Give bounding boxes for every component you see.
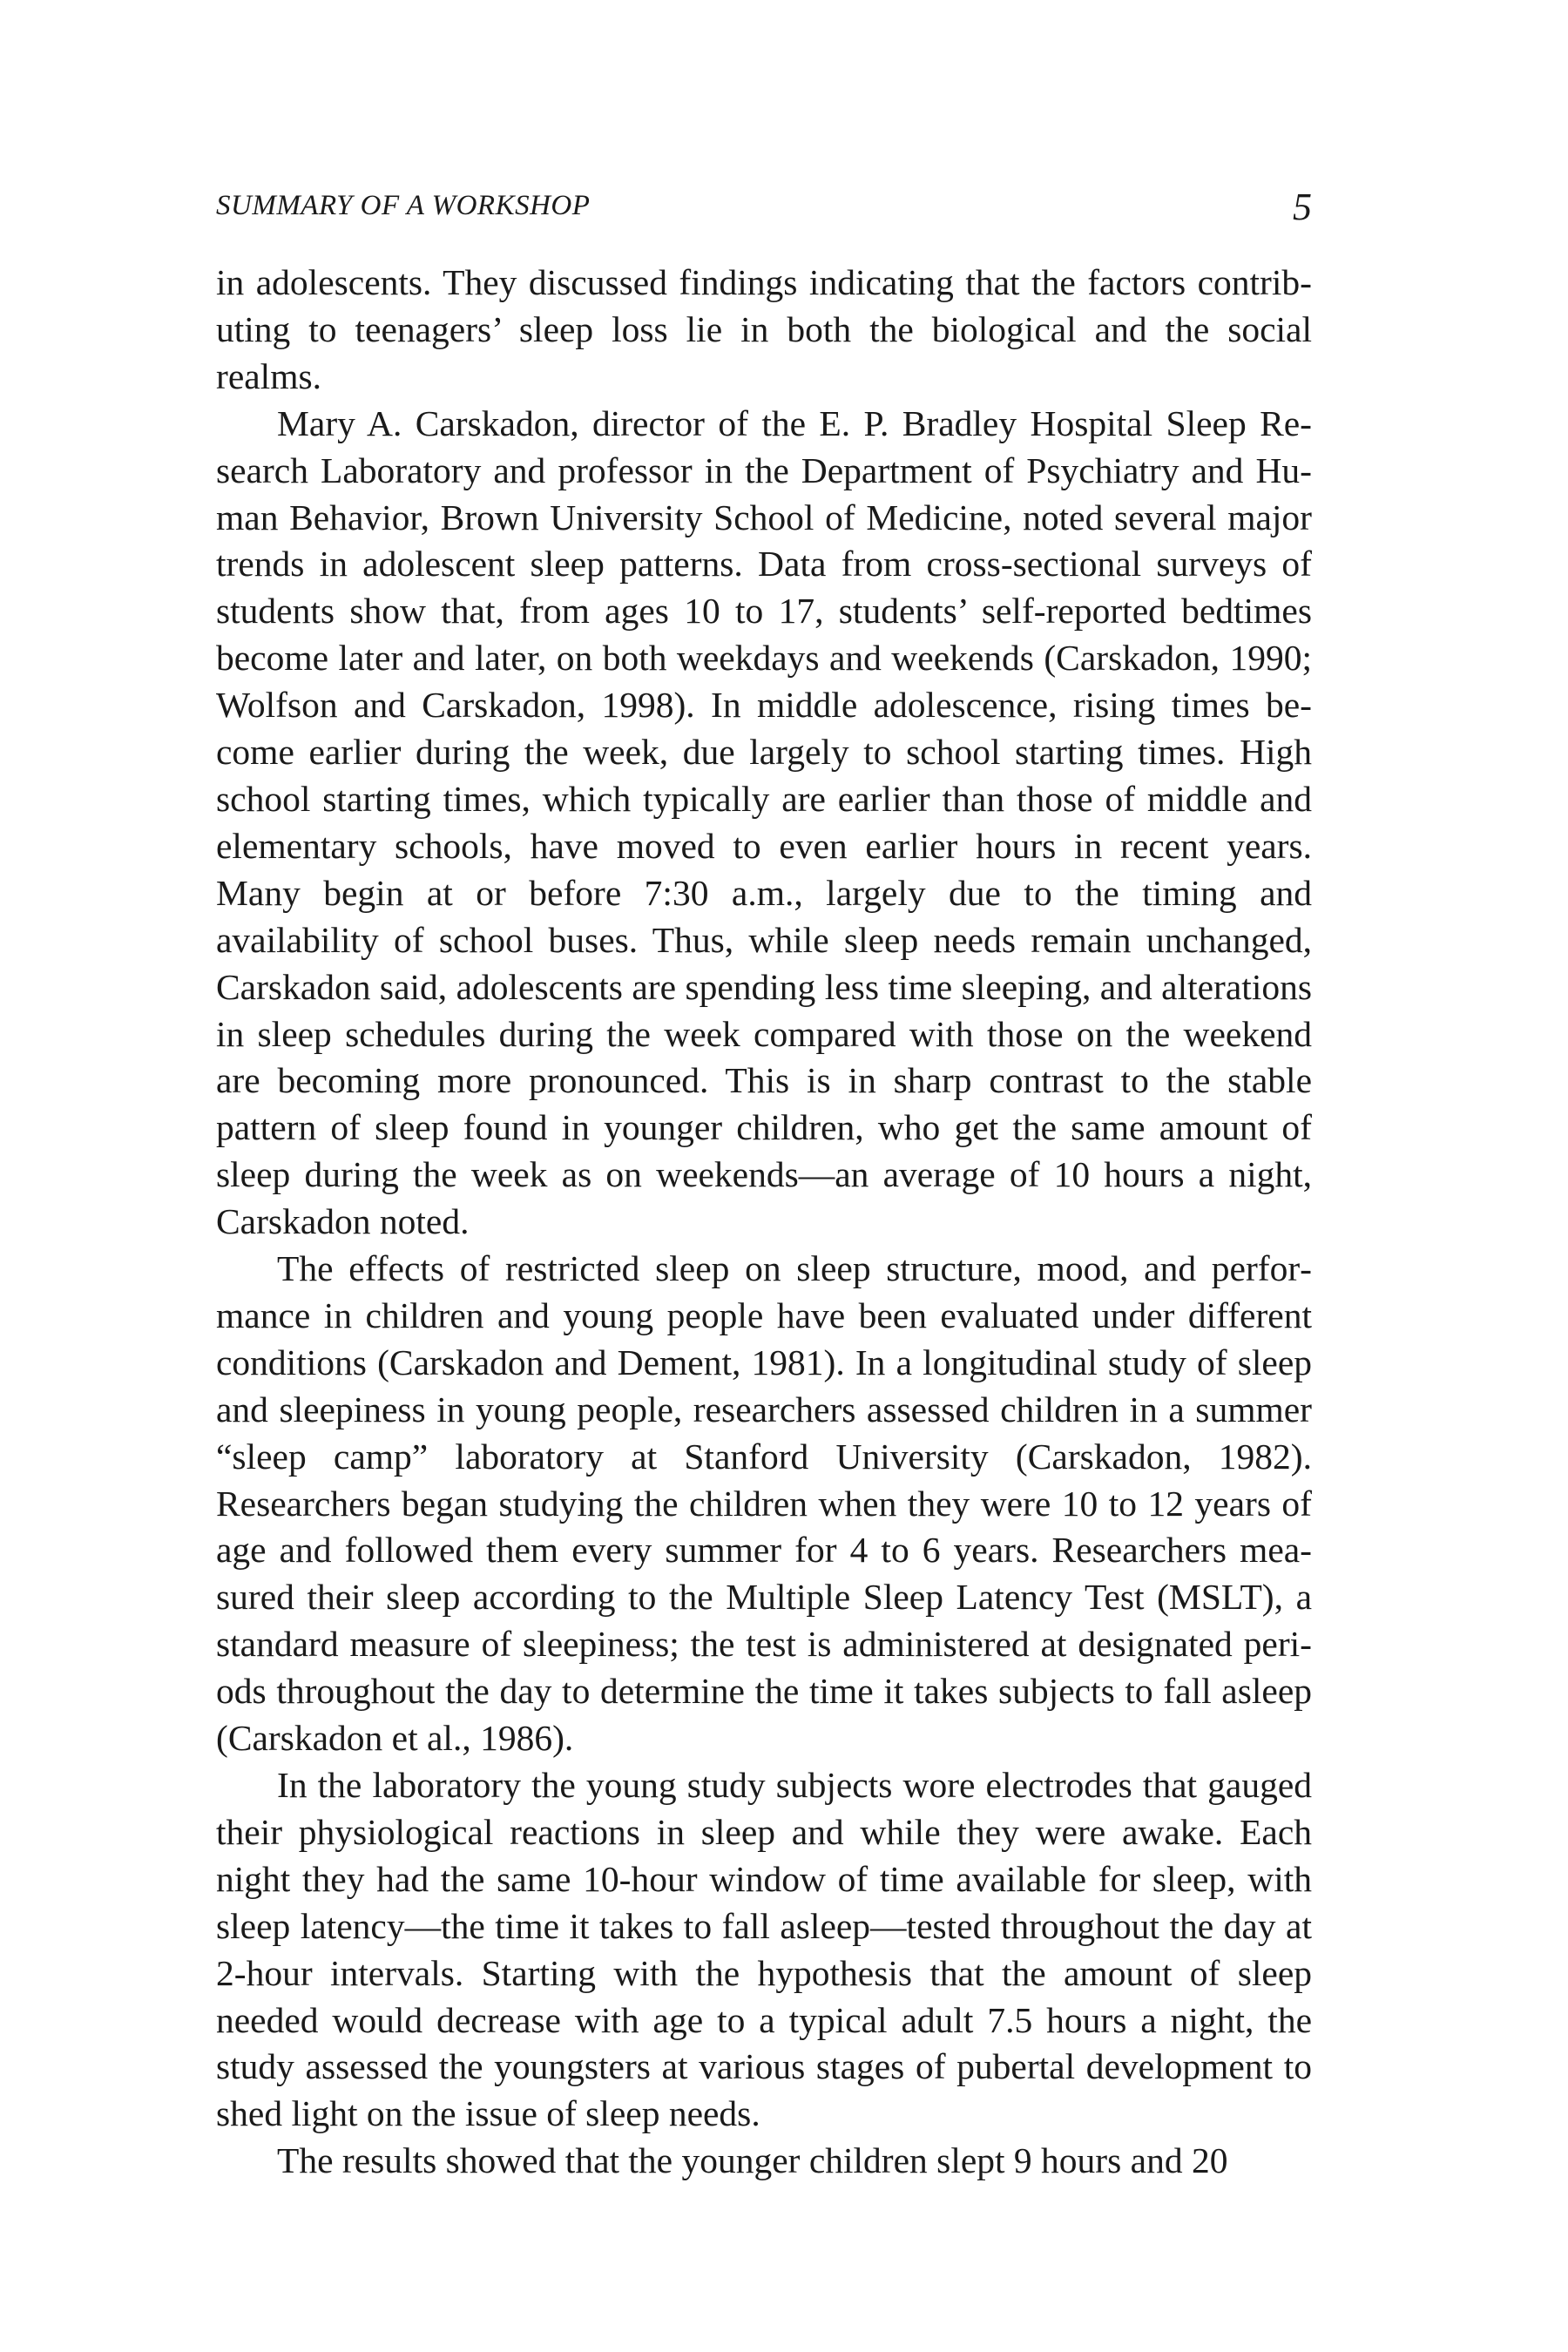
- paragraph: Mary A. Carskadon, director of the E. P. Bradley Hospital Sleep Research Laboratory and professor in the Department of Psychiatry and Human Behavior, Brown University School of Medicine, noted several major trends in adolescent sleep patterns. Data from cross-sectional surveys of students show that, from ages 10 to 17, students’ self-reported bedtimes become later and later, on both weekdays and weekends (Carskadon, 1990; Wolfson and Carskadon, 1998). In middle adolescence, rising times become earlier during the week, due largely to school starting times. High school starting times, which typically are earlier than those of middle and elementary schools, have moved to even earlier hours in recent years. Many begin at or before 7:30 a.m., largely due to the timing and availability of school buses. Thus, while sleep needs remain unchanged, Carskadon said, adolescents are spending less time sleeping, and alterations in sleep schedules during the week compared with those on the weekend are becoming more pronounced. This is in sharp contrast to the stable pattern of sleep found in younger children, who get the same amount of sleep during the week as on weekends—an average of 10 hours a night, Carskadon noted.: [216, 402, 1312, 1242]
- running-head-title: SUMMARY OF A WORKSHOP: [216, 190, 591, 221]
- paragraph: The results showed that the younger children slept 9 hours and 20: [277, 2140, 1228, 2181]
- page-number: 5: [1293, 186, 1312, 228]
- body-text: [216, 260, 1312, 2185]
- paragraph: in adolescents. They discussed findings indicating that the factors contributing to teenagers’ sleep loss lie in both the biological and the social realms.: [216, 262, 1312, 396]
- paragraph: The effects of restricted sleep on sleep structure, mood, and performance in children and young people have been evaluated under different conditions (Carskadon and Dement, 1981). In a longitudinal study of sleep and sleepiness in young people, researchers assessed children in a summer “sleep camp” laboratory at Stanford University (Carskadon, 1982). Researchers began studying the children when they were 10 to 12 years of age and followed them every summer for 4 to 6 years. Researchers measured their sleep according to the Multiple Sleep Latency Test (MSLT), a standard measure of sleepiness; the test is administered at designated periods throughout the day to determine the time it takes subjects to fall asleep (Carskadon et al., 1986).: [216, 1248, 1312, 1759]
- paragraph: In the laboratory the young study subjects wore electrodes that gauged their physiological reactions in sleep and while they were awake. Each night they had the same 10-hour window of time available for sleep, with sleep latency—the time it takes to fall asleep—tested throughout the day at 2-hour intervals. Starting with the hypothesis that the amount of sleep needed would decrease with age to a typical adult 7.5 hours a night, the study assessed the youngsters at various stages of pubertal development to shed light on the issue of sleep needs.: [216, 1765, 1312, 2134]
- running-head: [216, 185, 1312, 237]
